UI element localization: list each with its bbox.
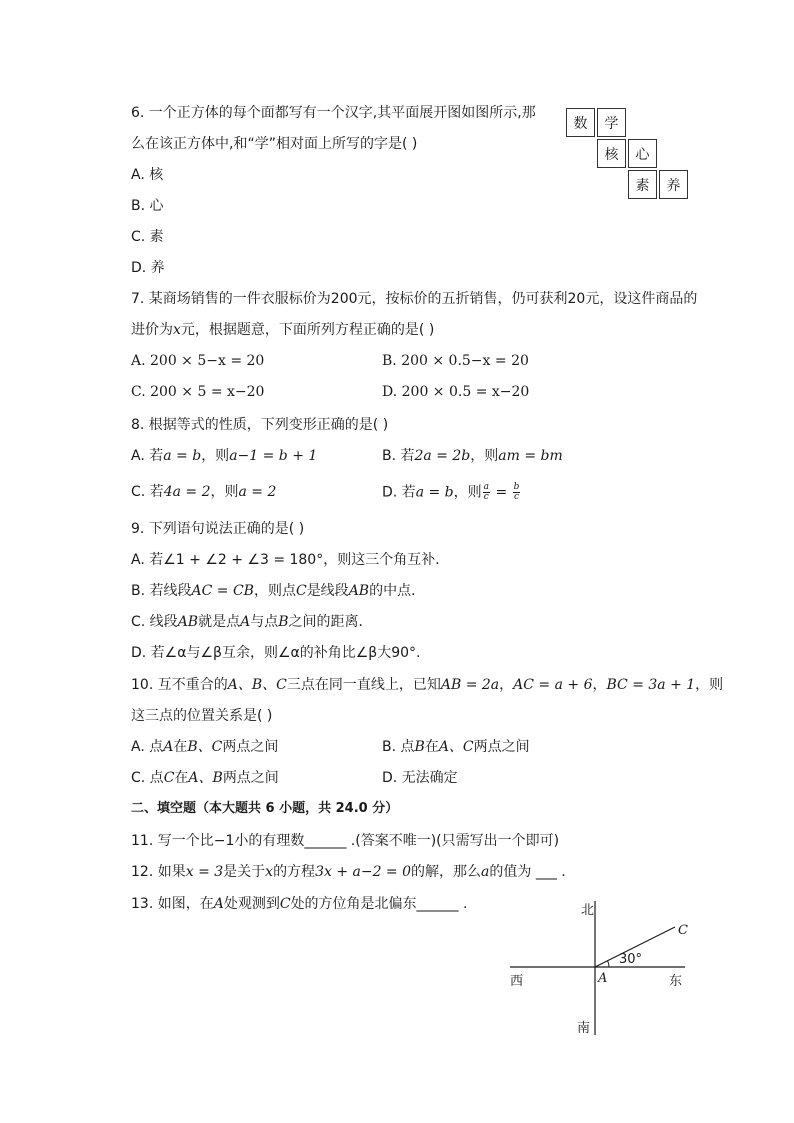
q6-option-a: A. 核 <box>131 167 164 183</box>
q8-option-a <box>131 447 317 465</box>
text: B. 若 <box>382 448 415 464</box>
q8-option-c <box>131 483 276 501</box>
text: ， <box>499 677 514 693</box>
q9-option-a: A. 若∠1 + ∠2 + ∠3 = 180°，则这三个角互补． <box>131 552 450 568</box>
text: 是线段 <box>306 583 349 599</box>
text: A. 若 <box>131 448 164 464</box>
text: 在 <box>424 739 439 755</box>
q7-stem-line1: 7. 某商场销售的一件衣服标价为200元，按标价的五折销售，仍可获利20元，设这件商品的 <box>131 291 698 307</box>
math: x = 3 <box>185 864 224 880</box>
text: 两点之间 <box>222 739 279 755</box>
text: B. 若线段 <box>131 583 192 599</box>
math: AB = 2a <box>440 677 500 693</box>
fraction <box>513 483 521 502</box>
text: ， <box>592 677 607 693</box>
math: BC = 3a + 1 <box>606 677 696 693</box>
math: a = 2 <box>238 484 277 500</box>
text: ，则 <box>470 448 499 464</box>
net-cell: 素 <box>628 170 657 199</box>
q10-option-a <box>131 738 278 756</box>
math: A、B <box>188 770 223 786</box>
text: B. 点 <box>382 739 415 755</box>
north-label: 北 <box>581 903 595 918</box>
q6-stem-line1: 6. 一个正方体的每个面都写有一个汉字,其平面展开图如图所示,那 <box>131 105 536 121</box>
math: a = b <box>163 448 202 464</box>
direction-figure <box>505 895 695 1035</box>
math: B、C <box>187 739 223 755</box>
math: AB <box>177 614 199 630</box>
math: C <box>163 770 175 786</box>
math: C <box>279 896 291 912</box>
text: 在 <box>174 770 189 786</box>
net-cell: 数 <box>566 108 595 137</box>
math-var: x <box>173 322 181 338</box>
math: 3x + a−2 = 0 <box>315 864 412 880</box>
text: 的方程 <box>273 864 316 880</box>
math: C <box>295 583 307 599</box>
q10-stem-line1 <box>131 676 723 694</box>
text: 三点在同一直线上，已知 <box>286 677 441 693</box>
math: A <box>213 896 224 912</box>
q8-stem: 8. 根据等式的性质，下列变形正确的是( ) <box>131 417 389 433</box>
q7-option-d: D. 200 × 0.5 = x−20 <box>382 384 530 400</box>
text: ，则 <box>210 484 239 500</box>
q9-option-d: D. 若∠α与∠β互余，则∠α的补角比∠β大90°. <box>131 645 421 661</box>
text: C. 点 <box>131 770 164 786</box>
net-cell: 心 <box>628 139 657 168</box>
math: AC = a + 6 <box>513 677 593 693</box>
text: 13. 如图，在 <box>131 896 214 912</box>
math: 2a = 2b <box>414 448 471 464</box>
q6-option-c: C. 素 <box>131 229 164 245</box>
q6-stem-line2: 么在该正方体中,和“学”相对面上所写的字是( ) <box>131 136 418 152</box>
q11-stem: 11. 写一个比−1小的有理数______ .(答案不唯一)(只需写出一个即可) <box>131 833 560 849</box>
text: C. 若 <box>131 484 164 500</box>
text: 与点 <box>250 614 279 630</box>
math: a = b <box>415 484 454 501</box>
q10-option-d: D. 无法确定 <box>382 770 458 786</box>
text: 的解，那么 <box>411 864 482 880</box>
fraction <box>483 483 490 502</box>
math: 4a = 2 <box>163 484 211 500</box>
text: 处观测到 <box>223 896 280 912</box>
q9-option-c <box>131 613 373 631</box>
text: 之间的距离． <box>288 614 373 630</box>
text: 的中点． <box>369 583 426 599</box>
q9-option-b <box>131 582 425 600</box>
math: A、C <box>438 739 474 755</box>
math: AB <box>348 583 370 599</box>
text: 就是点 <box>198 614 241 630</box>
text: 的值为 ___ . <box>489 864 566 880</box>
fraction-denominator: c <box>483 492 489 502</box>
math: AC = CB <box>191 583 254 599</box>
q7-option-c: C. 200 × 5 = x−20 <box>131 384 265 400</box>
q10-option-c <box>131 769 279 787</box>
text: 在 <box>173 739 188 755</box>
fraction-numerator: b <box>513 482 520 492</box>
q13-stem <box>131 895 467 913</box>
text: 12. 如果 <box>131 864 186 880</box>
text: ，则 <box>695 677 724 693</box>
text: ，则 <box>201 448 230 464</box>
section-heading: 二、填空题（本大题共 6 小题，共 24.0 分） <box>131 801 399 816</box>
west-label: 西 <box>510 974 524 989</box>
text: 是关于 <box>223 864 266 880</box>
south-label: 南 <box>577 1021 591 1035</box>
text: 两点之间 <box>222 770 279 786</box>
q10-option-b <box>382 738 530 756</box>
q12-stem <box>131 863 566 881</box>
text: D. 若 <box>382 484 416 501</box>
q6-option-b: B. 心 <box>131 198 164 214</box>
math: B <box>278 614 289 630</box>
text: 10. 互不重合的 <box>131 677 228 693</box>
text: ，则 <box>453 484 482 501</box>
q7-option-a: A. 200 × 5−x = 20 <box>131 353 265 369</box>
math: A <box>240 614 251 630</box>
text: A. 点 <box>131 739 164 755</box>
math: a <box>481 864 490 880</box>
text: 两点之间 <box>473 739 530 755</box>
equals: = <box>491 484 512 501</box>
math: A、B、C <box>227 677 287 693</box>
fraction-denominator: c <box>514 492 520 502</box>
angle-label: 30° <box>619 952 643 967</box>
math: B <box>414 739 425 755</box>
text: ，则点 <box>253 583 296 599</box>
math: x <box>265 864 274 880</box>
q8-option-b <box>382 447 563 465</box>
q7-option-b: B. 200 × 0.5−x = 20 <box>382 353 529 369</box>
q9-stem: 9. 下列语句说法正确的是( ) <box>131 521 305 537</box>
text: 处的方位角是北偏东______ . <box>290 896 468 912</box>
text: 元，根据题意，下面所列方程正确的是( ) <box>180 322 435 338</box>
point-a-label: A <box>598 971 608 986</box>
text: 进价为 <box>131 322 173 338</box>
east-label: 东 <box>669 974 683 989</box>
net-cell: 养 <box>659 170 688 199</box>
q10-stem-line2: 这三点的位置关系是( ) <box>131 708 273 724</box>
q7-stem-line2 <box>131 321 434 339</box>
q8-option-d <box>382 483 521 502</box>
net-cell: 核 <box>597 139 626 168</box>
math: am = bm <box>498 448 563 464</box>
text: C. 线段 <box>131 614 178 630</box>
angle-arc <box>608 961 610 967</box>
cube-net-figure <box>566 108 690 200</box>
q6-option-d: D. 养 <box>131 260 165 276</box>
point-c-label: C <box>678 923 688 938</box>
fraction-numerator: a <box>483 482 490 492</box>
net-cell: 学 <box>597 108 626 137</box>
math: a−1 = b + 1 <box>229 448 318 464</box>
math: A <box>163 739 174 755</box>
